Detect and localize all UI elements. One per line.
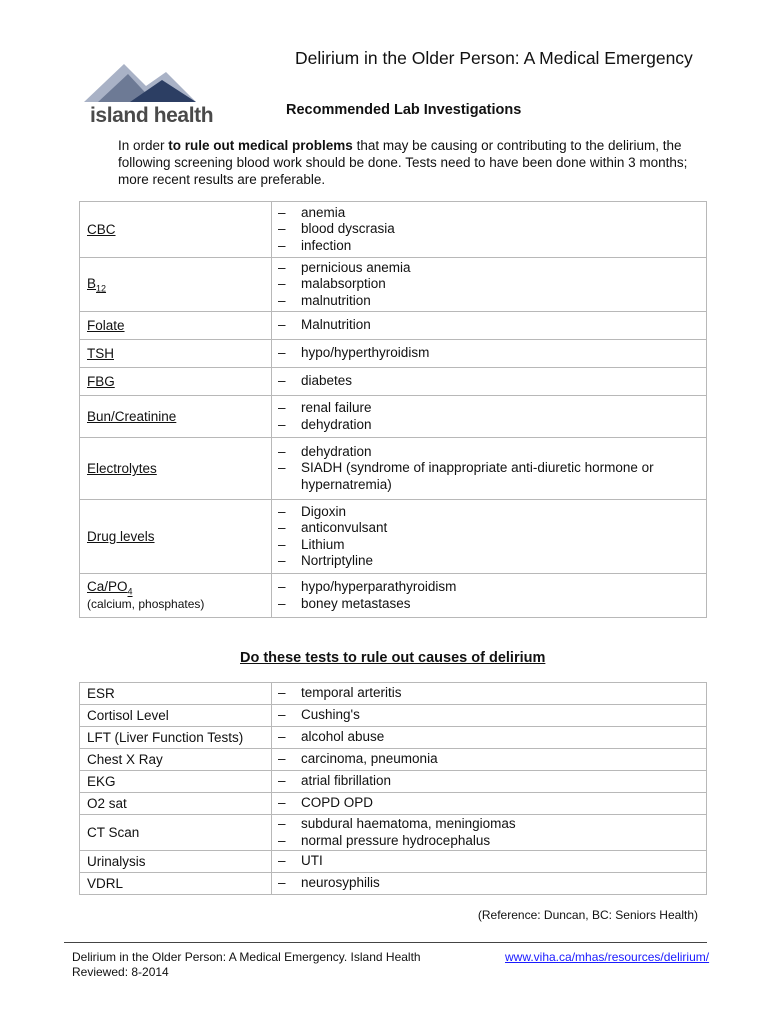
result-item: – carcinoma, pneumonia: [278, 751, 706, 768]
test-name: Electrolytes: [87, 461, 157, 476]
result-item: – Cushing's: [278, 707, 706, 724]
result-item: – SIADH (syndrome of inappropriate anti-diuretic hormone or hypernatremia): [278, 460, 706, 493]
result-cell: [272, 705, 707, 727]
intro-bold: to rule out medical problems: [168, 138, 353, 153]
table-row: [80, 202, 707, 258]
table-row: [80, 438, 707, 500]
test-name-cell: [80, 202, 272, 258]
result-cell: [272, 749, 707, 771]
test-name-cell: [80, 258, 272, 312]
result-item: – temporal arteritis: [278, 685, 706, 702]
table-row: [80, 340, 707, 368]
test-name-cell: O2 sat: [80, 793, 272, 815]
footer-line1: Delirium in the Older Person: A Medical Emergency. Island Health: [72, 950, 421, 964]
logo-text: island health: [90, 104, 214, 127]
intro-suffix: that may be causing or contributing to the delirium, the following screening blood work should be done. Tests need to have been done within 3 months; more recent results are preferable.: [118, 138, 688, 187]
test-name: Bun/Creatinine: [87, 409, 177, 424]
test-name-cell: Cortisol Level: [80, 705, 272, 727]
result-cell: [272, 851, 707, 873]
result-item: – Digoxin: [278, 504, 706, 521]
table-row: [80, 705, 707, 727]
table2-title: Do these tests to rule out causes of delirium: [240, 650, 546, 666]
result-cell: [272, 312, 707, 340]
result-item: – Lithium: [278, 537, 706, 554]
test-name-cell: [80, 396, 272, 438]
test-name-cell: Chest X Ray: [80, 749, 272, 771]
table-row: [80, 574, 707, 618]
result-cell: [272, 873, 707, 895]
result-cell: [272, 727, 707, 749]
table-row: [80, 771, 707, 793]
test-name-cell: [80, 500, 272, 574]
intro-prefix: In order: [118, 138, 169, 153]
result-item: – boney metastases: [278, 596, 706, 613]
table-row: [80, 851, 707, 873]
test-subscript: 4: [127, 586, 133, 597]
result-item: – anemia: [278, 205, 706, 222]
test-name-cell: [80, 340, 272, 368]
result-cell: [272, 574, 707, 618]
table-row: [80, 793, 707, 815]
result-cell: [272, 258, 707, 312]
test-name-cell: [80, 574, 272, 618]
test-name: CBC: [87, 222, 116, 237]
result-item: – subdural haematoma, meningiomas: [278, 816, 706, 833]
test-name-cell: CT Scan: [80, 815, 272, 851]
result-cell: [272, 815, 707, 851]
test-name: Folate: [87, 318, 125, 333]
table-row: [80, 312, 707, 340]
causes-table: [79, 682, 707, 895]
result-item: – Nortriptyline: [278, 553, 706, 570]
test-name: B: [87, 275, 97, 291]
test-subscript: 12: [96, 283, 107, 294]
test-note: (calcium, phosphates): [87, 596, 205, 611]
result-item: – COPD OPD: [278, 795, 706, 812]
test-name-cell: EKG: [80, 771, 272, 793]
footer-divider: [64, 942, 707, 943]
result-item: – hypo/hyperthyroidism: [278, 345, 706, 362]
table-row: [80, 683, 707, 705]
result-cell: [272, 500, 707, 574]
result-item: – pernicious anemia: [278, 260, 706, 277]
table-row: [80, 873, 707, 895]
table-row: [80, 749, 707, 771]
result-item: – alcohol abuse: [278, 729, 706, 746]
table-row: [80, 727, 707, 749]
result-cell: [272, 368, 707, 396]
result-cell: [272, 396, 707, 438]
result-item: – dehydration: [278, 444, 706, 461]
result-item: – normal pressure hydrocephalus: [278, 833, 706, 850]
table-row: [80, 258, 707, 312]
result-item: – dehydration: [278, 417, 706, 434]
result-item: – anticonvulsant: [278, 520, 706, 537]
table-row: [80, 368, 707, 396]
test-name: Drug levels: [87, 529, 155, 544]
result-cell: [272, 771, 707, 793]
document-title: Delirium in the Older Person: A Medical Emergency: [295, 48, 693, 68]
result-item: – blood dyscrasia: [278, 221, 706, 238]
screening-table: [79, 201, 707, 618]
result-item: – neurosyphilis: [278, 875, 706, 892]
test-name-cell: ESR: [80, 683, 272, 705]
result-item: – diabetes: [278, 373, 706, 390]
table-row: [80, 396, 707, 438]
test-name: FBG: [87, 374, 115, 389]
result-item: – hypo/hyperparathyroidism: [278, 579, 706, 596]
footer-text: [72, 950, 421, 980]
section-title: Recommended Lab Investigations: [286, 102, 522, 118]
result-item: – UTI: [278, 853, 706, 870]
test-name-cell: [80, 438, 272, 500]
result-item: – malnutrition: [278, 293, 706, 310]
reference-note: (Reference: Duncan, BC: Seniors Health): [477, 908, 698, 922]
table-row: [80, 815, 707, 851]
result-cell: [272, 202, 707, 258]
test-name: Ca/PO: [87, 579, 128, 595]
result-item: – renal failure: [278, 400, 706, 417]
table-row: [80, 500, 707, 574]
test-name-cell: [80, 368, 272, 396]
test-name-cell: Urinalysis: [80, 851, 272, 873]
test-name-cell: [80, 312, 272, 340]
result-item: – infection: [278, 238, 706, 255]
result-item: – malabsorption: [278, 276, 706, 293]
result-cell: [272, 340, 707, 368]
result-cell: [272, 793, 707, 815]
footer-link[interactable]: www.viha.ca/mhas/resources/delirium/: [505, 950, 710, 964]
result-item: – atrial fibrillation: [278, 773, 706, 790]
intro-paragraph: [118, 137, 698, 188]
test-name-cell: LFT (Liver Function Tests): [80, 727, 272, 749]
test-name: TSH: [87, 346, 114, 361]
footer-line2: Reviewed: 8-2014: [72, 965, 169, 979]
result-cell: [272, 683, 707, 705]
result-cell: [272, 438, 707, 500]
test-name-cell: VDRL: [80, 873, 272, 895]
result-item: – Malnutrition: [278, 317, 706, 334]
